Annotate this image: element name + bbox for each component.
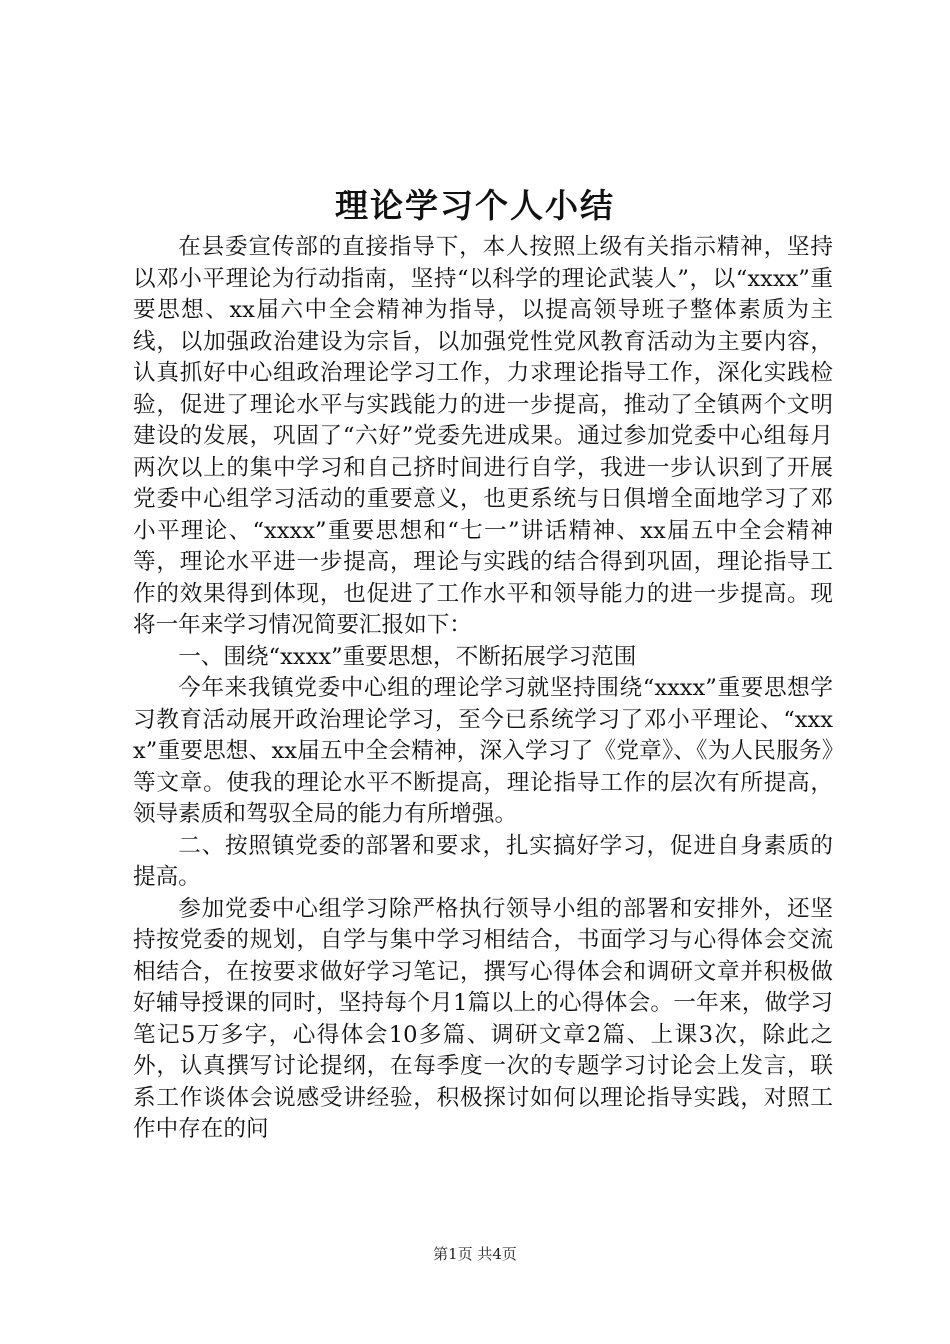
paragraph-section-1: 今年来我镇党委中心组的理论学习就坚持围绕“xxxx”重要思想学习教育活动展开政治理论学习，至今已系统学习了邓小平理论、“xxxx”重要思想、xx届五中全会精神，深入学习了《党章》、《为人民服务》等文章。使我的理论水平不断提高，理论指导工作的层次有所提高，领导素质和驾驭全局的能力有所增强。 [133, 675, 833, 827]
paragraph-intro: 在县委宣传部的直接指导下，本人按照上级有关指示精神，坚持以邓小平理论为行动指南，坚持“以科学的理论武装人”，以“xxxx”重要思想、xx届六中全会精神为指导，以提高领导班子整体素质为主线，以加强政治建设为宗旨，以加强党性党风教育活动为主要内容，认真抓好中心组政治理论学习工作，力求理论指导工作，深化实践检验，促进了理论水平与实践能力的进一步提高，推动了全镇两个文明建设的发展，巩固了“六好”党委先进成果。通过参加党委中心组每月两次以上的集中学习和自己挤时间进行自学，我进一步认识到了开展党委中心组学习活动的重要意义，也更系统与日俱增全面地学习了邓小平理论、“xxxx”重要思想和“七一”讲话精神、xx届五中全会精神等，理论水平进一步提高，理论与实践的结合得到巩固，理论指导工作的效果得到体现，也促进了工作水平和领导能力的进一步提高。现将一年来学习情况简要汇报如下： [133, 234, 833, 638]
section-heading-1: 一、围绕“xxxx”重要思想，不断拓展学习范围 [178, 643, 637, 670]
page-number-footer: 第1页 共4页 [433, 1245, 517, 1263]
document-title: 理论学习个人小结 [335, 186, 615, 225]
paragraph-section-2: 参加党委中心组学习除严格执行领导小组的部署和安排外，还坚持按党委的规划，自学与集中学习相结合，书面学习与心得体会交流相结合，在按要求做好学习笔记，撰写心得体会和调研文章并积极做好辅导授课的同时，坚持每个月1篇以上的心得体会。一年来，做学习笔记5万多字，心得体会10多篇、调研文章2篇、上课3次，除此之外，认真撰写讨论提纲，在每季度一次的专题学习讨论会上发言，联系工作谈体会说感受讲经验，积极探讨如何以理论指导实践，对照工作中存在的问 [133, 895, 833, 1142]
section-heading-2: 二、按照镇党委的部署和要求，扎实搞好学习，促进自身素质的提高。 [133, 832, 833, 890]
document-body [133, 232, 833, 1146]
